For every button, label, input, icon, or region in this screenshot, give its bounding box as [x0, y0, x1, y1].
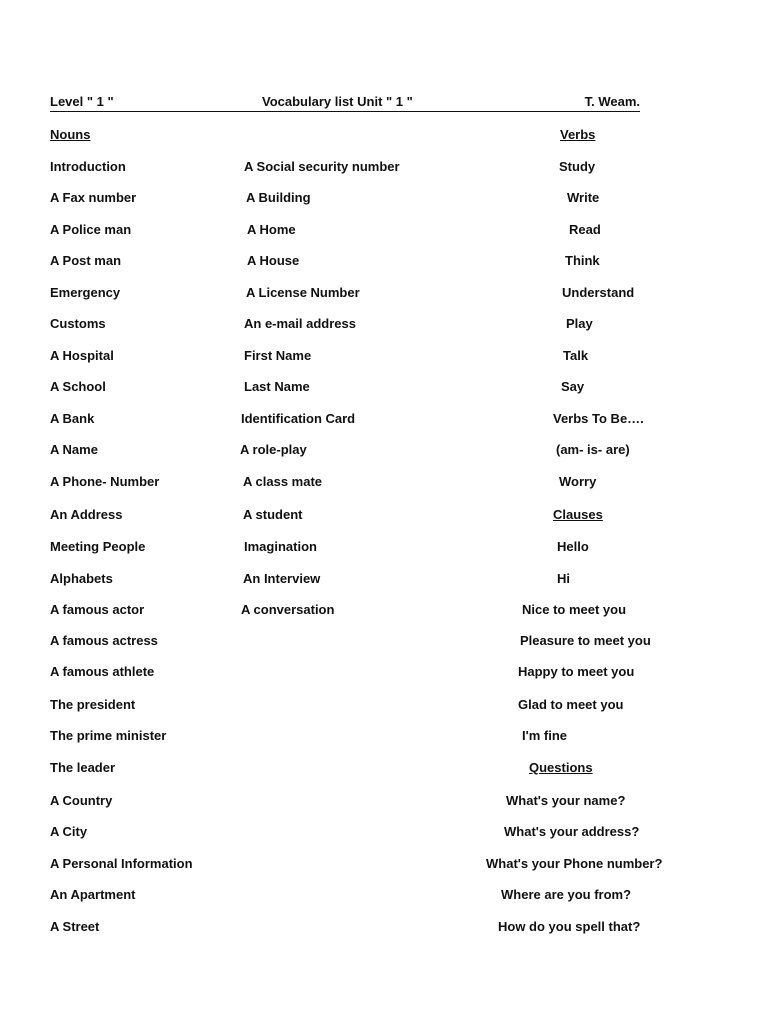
- list-item: A License Number: [246, 285, 360, 300]
- list-item: What's your address?: [504, 824, 640, 839]
- page-header: [50, 94, 640, 112]
- verbs-heading: Verbs: [560, 127, 596, 142]
- list-item: A Police man: [50, 222, 132, 237]
- list-item: A famous actress: [50, 633, 158, 648]
- list-item: Where are you from?: [501, 887, 632, 902]
- list-item: Hello: [557, 539, 589, 554]
- list-item: Emergency: [50, 285, 121, 300]
- list-item: Introduction: [50, 159, 126, 174]
- list-item: The leader: [50, 760, 116, 775]
- clauses-heading: Clauses: [553, 507, 603, 522]
- list-item: A Building: [246, 190, 311, 205]
- list-item: An Address: [50, 507, 123, 522]
- list-item: Last Name: [244, 379, 310, 394]
- list-item: A conversation: [241, 602, 335, 617]
- list-item: Nice to meet you: [522, 602, 627, 617]
- list-item: An Interview: [243, 571, 321, 586]
- list-item: A School: [50, 379, 106, 394]
- list-item: A Bank: [50, 411, 95, 426]
- list-item: What's your name?: [506, 793, 626, 808]
- list-item: An Apartment: [50, 887, 136, 902]
- list-item: First Name: [244, 348, 312, 363]
- list-item: A famous actor: [50, 602, 145, 617]
- author-label: T. Weam.: [584, 94, 640, 109]
- list-item: Identification Card: [241, 411, 356, 426]
- list-item: A Post man: [50, 253, 122, 268]
- list-item: Meeting People: [50, 539, 146, 554]
- list-item: A Social security number: [244, 159, 400, 174]
- list-item: Glad to meet you: [518, 697, 624, 712]
- list-item: A Phone- Number: [50, 474, 160, 489]
- list-item: A role-play: [240, 442, 307, 457]
- list-item: Understand: [562, 285, 635, 300]
- list-item: Read: [569, 222, 601, 237]
- list-item: Alphabets: [50, 571, 113, 586]
- list-item: Say: [561, 379, 585, 394]
- list-item: An e-mail address: [244, 316, 356, 331]
- list-item: A class mate: [243, 474, 323, 489]
- list-item: The prime minister: [50, 728, 167, 743]
- list-item: The president: [50, 697, 136, 712]
- list-item: Hi: [557, 571, 570, 586]
- list-item: Verbs To Be….: [553, 411, 644, 426]
- list-item: Pleasure to meet you: [520, 633, 651, 648]
- list-item: (am- is- are): [556, 442, 630, 457]
- nouns-heading: Nouns: [50, 127, 91, 142]
- list-item: A student: [243, 507, 303, 522]
- list-item: A House: [247, 253, 300, 268]
- list-item: A Personal Information: [50, 856, 193, 871]
- list-item: A Hospital: [50, 348, 114, 363]
- list-item: Write: [567, 190, 600, 205]
- list-item: A Country: [50, 793, 113, 808]
- list-item: Worry: [559, 474, 597, 489]
- list-item: How do you spell that?: [498, 919, 641, 934]
- list-item: A Fax number: [50, 190, 137, 205]
- list-item: A Home: [247, 222, 296, 237]
- list-item: Happy to meet you: [518, 664, 635, 679]
- list-item: A City: [50, 824, 88, 839]
- list-item: Imagination: [244, 539, 317, 554]
- level-label: Level " 1 ": [50, 94, 114, 109]
- list-item: A famous athlete: [50, 664, 155, 679]
- document-title: Vocabulary list Unit " 1 ": [262, 94, 413, 109]
- list-item: Study: [559, 159, 596, 174]
- list-item: A Street: [50, 919, 100, 934]
- list-item: A Name: [50, 442, 98, 457]
- list-item: Play: [566, 316, 593, 331]
- list-item: Customs: [50, 316, 106, 331]
- questions-heading: Questions: [529, 760, 593, 775]
- list-item: Think: [565, 253, 600, 268]
- list-item: I'm fine: [522, 728, 567, 743]
- list-item: Talk: [563, 348, 589, 363]
- list-item: What's your Phone number?: [486, 856, 663, 871]
